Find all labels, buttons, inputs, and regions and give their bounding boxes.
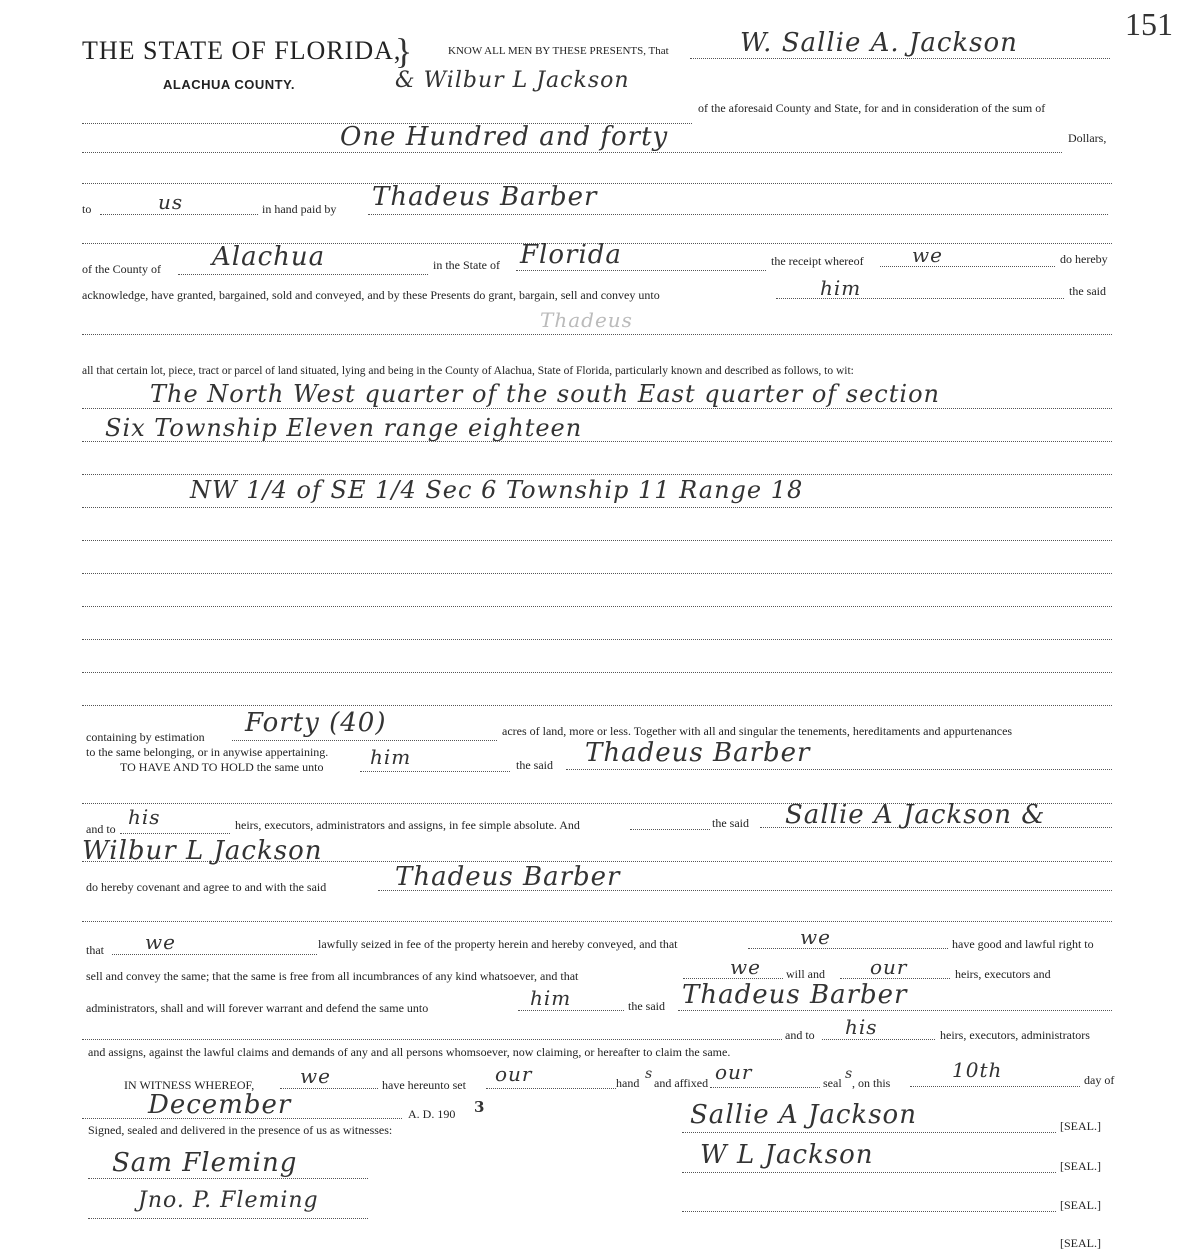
grantor-name-2: & Wilbur L Jackson — [395, 68, 630, 93]
acknowledge-text: acknowledge, have granted, bargained, sold and conveyed, and by these Presents do grant, bargain, sell and convey unto — [82, 288, 660, 302]
and-assigns-text: and assigns, against the lawful claims and demands of any and all persons whomsoever, now claiming, or hereafter to claim the same. — [88, 1045, 731, 1059]
will-and-text: will and — [786, 967, 825, 981]
acres-text: acres of land, more or less. Together with all and singular the tenements, hereditaments and appurtenances — [502, 724, 1013, 738]
grantor-line-1 — [690, 58, 1110, 59]
desc-line-5 — [82, 540, 1112, 541]
heirs-exec-and-text: heirs, executors and — [955, 967, 1051, 981]
same-belonging-text: to the same belonging, or in anywise appertaining. — [86, 745, 329, 759]
title-bracket: } — [395, 31, 413, 71]
blank-line-3 — [82, 334, 1112, 335]
witness-we: we — [300, 1064, 331, 1088]
paid-by-text: in hand paid by — [262, 202, 337, 216]
we-will: we — [730, 955, 761, 979]
witness-we-line — [280, 1088, 378, 1089]
desc-line-6 — [82, 573, 1112, 574]
heirs-admin-text: heirs, executors, administrators — [940, 1028, 1090, 1042]
desc-line-9 — [82, 672, 1112, 673]
page-number: 151 — [1125, 6, 1173, 42]
day-line — [910, 1086, 1080, 1087]
description-line-2: Six Township Eleven range eighteen — [105, 414, 583, 442]
seal-label-4: [SEAL.] — [1060, 1236, 1101, 1250]
seal-label-1: [SEAL.] — [1060, 1119, 1101, 1133]
signature-line-2 — [682, 1172, 1056, 1173]
to-whom: us — [158, 190, 184, 214]
the-said-text-1: the said — [1069, 284, 1106, 298]
and-to-text: and to — [86, 822, 116, 836]
state-title: THE STATE OF FLORIDA, — [82, 36, 402, 65]
hold-name-line — [566, 769, 1112, 770]
county-heading: ALACHUA COUNTY. — [163, 77, 295, 92]
desc-line-1 — [82, 408, 1112, 409]
and-to-his: his — [128, 805, 161, 829]
signed-sealed-text: Signed, sealed and delivered in the presence of us as witnesses: — [88, 1123, 393, 1137]
day-of-text: day of — [1084, 1073, 1115, 1087]
convey-unto: him — [820, 276, 862, 300]
state-line — [516, 270, 766, 271]
that-we: we — [145, 930, 176, 954]
that-we-line — [112, 954, 317, 955]
covenant-text: do hereby covenant and agree to and with the said — [86, 880, 327, 894]
witness-line-1 — [88, 1178, 368, 1179]
blank-line-5 — [82, 921, 1112, 922]
receipt-line — [880, 266, 1055, 267]
receipt-text: the receipt whereof — [771, 254, 864, 268]
lawfully-seized-text: lawfully seized in fee of the property herein and hereby conveyed, and that — [318, 937, 678, 951]
set-our: our — [495, 1062, 533, 1086]
have-hereunto-text: have hereunto set — [382, 1078, 466, 1092]
blank-line-6 — [82, 1039, 782, 1040]
hands-s: s — [645, 1066, 654, 1082]
defend-name: Thadeus Barber — [682, 980, 908, 1010]
desc-line-4 — [82, 507, 1112, 508]
state-name: Florida — [520, 240, 622, 270]
desc-line-3 — [82, 474, 1112, 475]
and-that-we-line — [748, 948, 948, 949]
hold-name: Thadeus Barber — [585, 738, 811, 768]
containing-text: containing by estimation — [86, 730, 205, 744]
covenant-with: Thadeus Barber — [395, 862, 621, 892]
and-to-his-line-2 — [822, 1039, 935, 1040]
and-to-his-2: his — [845, 1015, 878, 1039]
day-value: 10th — [952, 1058, 1003, 1082]
the-said-names-2: Wilbur L Jackson — [82, 836, 323, 866]
description-line-1: The North West quarter of the south East quarter of section — [150, 380, 940, 408]
hold-unto-line — [360, 771, 510, 772]
and-that-we: we — [800, 925, 831, 949]
struck-name: Thadeus — [540, 308, 633, 332]
set-our-line — [486, 1088, 616, 1089]
county-of-text: of the County of — [82, 262, 161, 276]
ad-text: A. D. 190 — [408, 1107, 456, 1121]
witness-line-2 — [88, 1218, 368, 1219]
seal-label-2: [SEAL.] — [1060, 1159, 1101, 1173]
heirs-exec-text: heirs, executors, administrators and assigns, in fee simple absolute. And — [235, 818, 580, 832]
month-value: December — [148, 1090, 292, 1120]
to-line — [100, 214, 258, 215]
seals-s: s — [845, 1066, 854, 1082]
desc-line-2 — [82, 441, 1112, 442]
defend-unto: him — [530, 986, 572, 1010]
defend-name-line — [678, 1010, 1112, 1011]
county-name: Alachua — [212, 242, 326, 272]
paid-by-name: Thadeus Barber — [372, 182, 598, 212]
do-hereby-text: do hereby — [1060, 252, 1108, 266]
the-said-text-4: the said — [628, 999, 665, 1013]
sell-convey-text: sell and convey the same; that the same is free from all incumbrances of any kind whatsoever, and that — [86, 969, 579, 983]
signature-line-3 — [682, 1211, 1056, 1212]
and-to-text-2: and to — [785, 1028, 815, 1042]
administrators-text: administrators, shall and will forever warrant and defend the same unto — [86, 1001, 429, 1015]
year-digit: 3 — [474, 1098, 486, 1116]
good-right-text: have good and lawful right to — [952, 937, 1094, 951]
desc-line-10 — [82, 705, 1112, 706]
and-blank-line — [630, 829, 710, 830]
seal-label-3: [SEAL.] — [1060, 1198, 1101, 1212]
signature-line-1 — [682, 1132, 1056, 1133]
sum-amount: One Hundred and forty — [340, 122, 669, 152]
acres-amount: Forty (40) — [245, 708, 387, 738]
county-line — [178, 274, 428, 275]
paid-by-line — [368, 214, 1108, 215]
grantor-name-1: W. Sallie A. Jackson — [740, 28, 1018, 58]
all-that-certain-text: all that certain lot, piece, tract or parcel of land situated, lying and being in the County of Alachua, State of Florida, particularly known and described as follows, to wit: — [82, 365, 854, 377]
dollars-text: Dollars, — [1068, 131, 1107, 145]
and-affixed-text: and affixed — [654, 1076, 709, 1090]
know-all-men: KNOW ALL MEN BY THESE PRESENTS, That — [448, 45, 669, 57]
signature-2: W L Jackson — [700, 1140, 874, 1170]
in-witness-text: IN WITNESS WHEREOF, — [124, 1078, 255, 1092]
affixed-our-line — [710, 1087, 820, 1088]
receipt-by: we — [912, 243, 943, 267]
affixed-our: our — [715, 1060, 753, 1084]
the-said-names: Sallie A Jackson & — [785, 800, 1046, 830]
and-to-line — [120, 833, 230, 834]
state-of-text: in the State of — [433, 258, 500, 272]
acres-line — [232, 740, 497, 741]
that-text: that — [86, 943, 104, 957]
to-have-text: TO HAVE AND TO HOLD the same unto — [120, 760, 324, 774]
on-this-text: , on this — [852, 1076, 891, 1090]
defend-unto-line — [518, 1010, 624, 1011]
our-heirs: our — [870, 955, 908, 979]
witness-signature-1: Sam Fleming — [112, 1148, 298, 1178]
signature-1: Sallie A Jackson — [690, 1100, 917, 1130]
desc-line-8 — [82, 639, 1112, 640]
seal-text: seal — [823, 1076, 842, 1090]
aforesaid-text: of the aforesaid County and State, for and in consideration of the sum of — [698, 101, 1046, 115]
description-line-3: NW 1/4 of SE 1/4 Sec 6 Township 11 Range 18 — [190, 476, 804, 504]
witness-signature-2: Jno. P. Fleming — [138, 1188, 319, 1213]
desc-line-7 — [82, 606, 1112, 607]
hold-unto: him — [370, 745, 412, 769]
sum-line — [82, 152, 1062, 153]
the-said-text-3: the said — [712, 816, 749, 830]
to-text: to — [82, 202, 92, 216]
the-said-text-2: the said — [516, 758, 553, 772]
month-line — [82, 1118, 402, 1119]
hand-text: hand — [616, 1076, 640, 1090]
